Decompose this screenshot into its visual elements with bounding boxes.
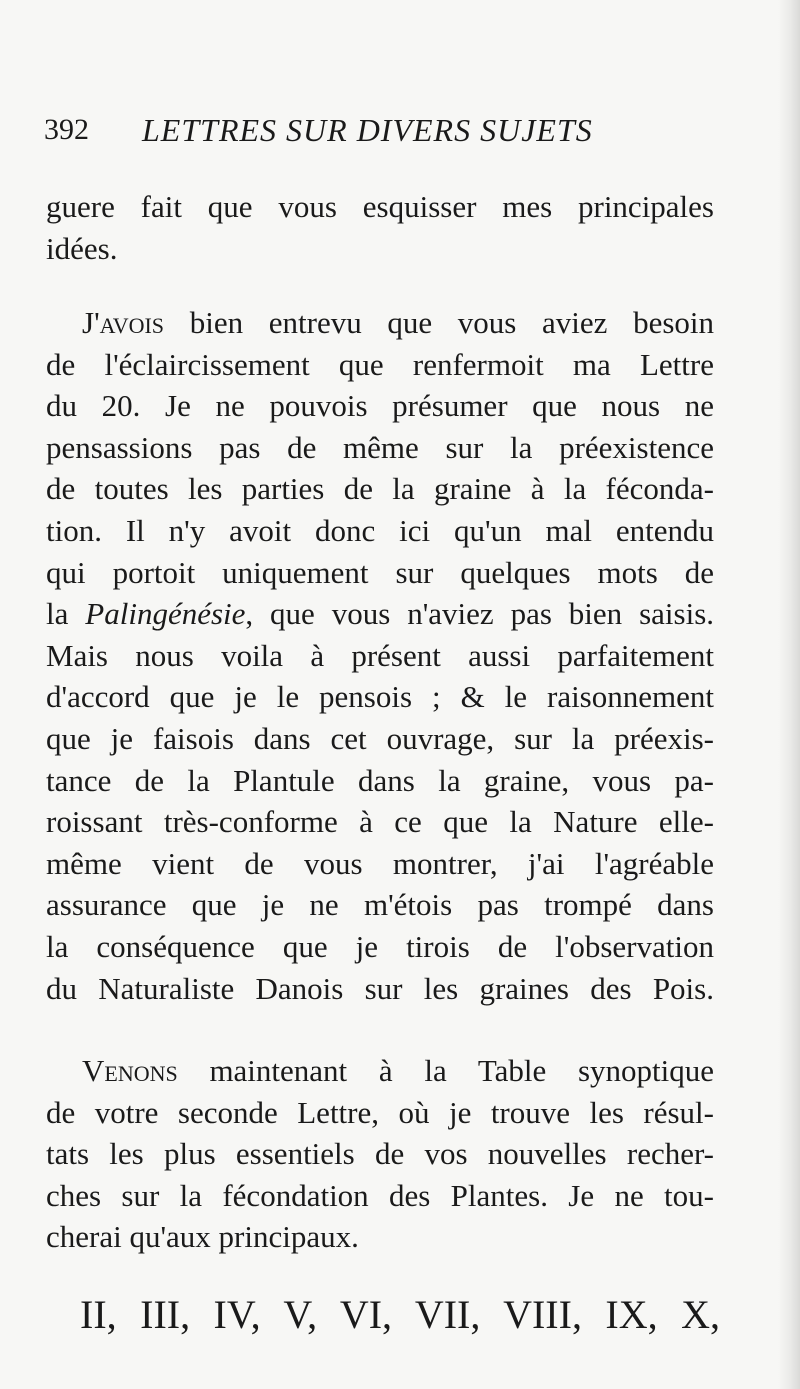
book-title-palingenesie: Palingénésie [85, 596, 246, 632]
text-line: cherai qu'aux principaux. [46, 1219, 359, 1255]
text-line: de votre seconde Lettre, où je trouve les résul- [46, 1094, 714, 1130]
text-line: tion. Il n'y avoit donc ici qu'un mal entendu [46, 512, 714, 548]
text-line: guere fait que vous esquisser mes principales [46, 189, 714, 224]
text-line: ches sur la fécondation des Plantes. Je ne tou- [46, 1177, 714, 1213]
text-line: idées. [46, 230, 118, 266]
text-line: du Naturaliste Danois sur les graines des Pois. [46, 970, 714, 1006]
text-line [46, 593, 714, 635]
roman-numerals-line: II, III, IV, V, VI, VII, VIII, IX, X, [80, 1292, 720, 1337]
text-line: de toutes les parties de la graine à la féconda- [46, 471, 714, 507]
paragraph-lead: J'avois [82, 305, 165, 340]
paragraph-javois [46, 302, 714, 1009]
text-line: tats les plus essentiels de vos nouvelles recher- [46, 1136, 714, 1172]
text-line: d'accord que je le pensois ; & le raisonnement [46, 679, 714, 715]
text-line: de l'éclaircissement que renfermoit ma Lettre [46, 346, 714, 382]
text-line: pensassions pas de même sur la préexistence [46, 429, 714, 465]
text-line: du 20. Je ne pouvois présumer que nous ne [46, 388, 714, 424]
text-line-rest: bien entrevu que vous aviez besoin [189, 305, 714, 340]
page-header [44, 110, 724, 150]
text-line: roissant très-conforme à ce que la Nature elle- [46, 804, 714, 840]
paragraph-lead: Venons [82, 1053, 178, 1088]
paragraph-continuation [46, 186, 714, 269]
text-line [46, 302, 714, 344]
text-fragment: , que vous n'aviez pas bien saisis. [245, 596, 714, 632]
text-line-rest: maintenant à la Table synoptique [209, 1053, 714, 1088]
page-number: 392 [44, 113, 89, 146]
page-edge-shadow [778, 0, 800, 1389]
text-line: tance de la Plantule dans la graine, vous pa- [46, 762, 714, 798]
text-line [46, 1050, 714, 1092]
text-fragment: la [46, 596, 69, 632]
paragraph-venons [46, 1050, 714, 1258]
running-title: LETTRES SUR DIVERS SUJETS [142, 112, 593, 148]
text-line: qui portoit uniquement sur quelques mots de [46, 554, 714, 590]
text-line: assurance que je ne m'étois pas trompé dans [46, 887, 714, 923]
text-line: même vient de vous montrer, j'ai l'agréable [46, 845, 714, 881]
text-line: que je faisois dans cet ouvrage, sur la préexis- [46, 720, 714, 756]
text-line: la conséquence que je tirois de l'observation [46, 928, 714, 964]
text-line: Mais nous voila à présent aussi parfaitement [46, 637, 714, 673]
